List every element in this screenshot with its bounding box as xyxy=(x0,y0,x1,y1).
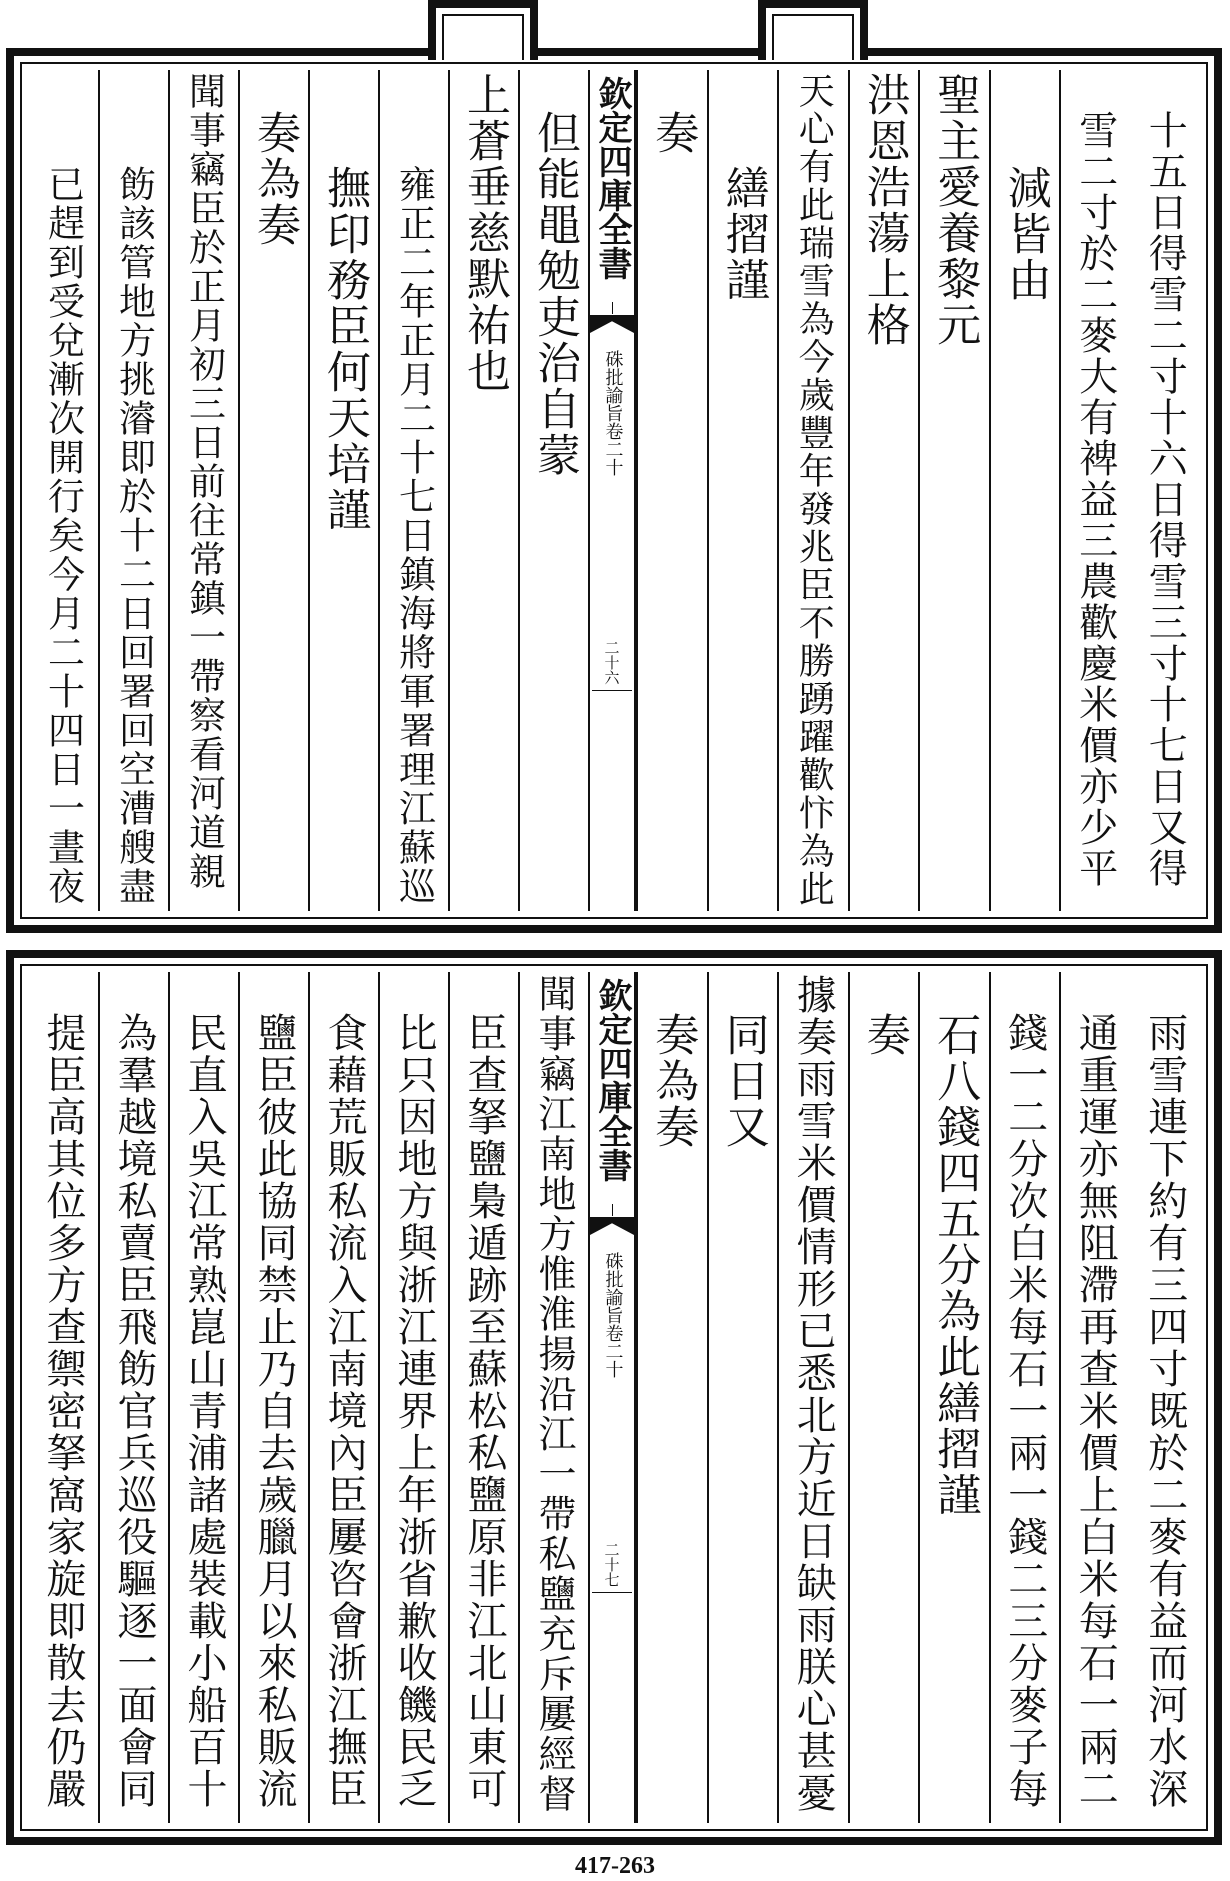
top-column-text: 上蒼垂慈默祐也 xyxy=(459,72,510,394)
top-column-text: 雍正二年正月二十七日鎮海將軍署理江蘇巡 xyxy=(392,165,436,906)
page-number-footer: 417-263 xyxy=(575,1853,655,1879)
volume-title: 硃批諭旨卷二十 xyxy=(602,350,624,476)
bottom-column-text: 比只因地方與浙江連界上年浙省歉收饑民乏 xyxy=(391,1012,437,1810)
upper-tab-right xyxy=(758,0,868,60)
top-column-text: 飭該管地方挑濬即於十二日回署回空漕艘盡 xyxy=(112,165,156,906)
fold-line xyxy=(592,1592,632,1593)
bottom-column-4 xyxy=(918,972,989,1823)
upper-page-text-columns xyxy=(28,70,1200,911)
top-column-9 xyxy=(518,70,588,911)
bottom-column-text: 民直入吳江常熟崑山青浦諸處裝載小船百十 xyxy=(181,1012,227,1810)
top-column-5 xyxy=(848,70,919,911)
bottom-column-text: 食藉荒販私流入江南境內臣屢咨會浙江撫臣 xyxy=(321,1012,367,1810)
bottom-column-text: 通重運亦無阻滯再查米價上白米每石一兩二 xyxy=(1072,1012,1119,1810)
top-column-text: 減皆由 xyxy=(999,165,1051,303)
upper-page-frame xyxy=(6,48,1222,933)
lower-page-frame xyxy=(6,950,1222,1845)
fold-line xyxy=(612,302,613,314)
bottom-column-text: 雨雪連下約有三四寸既於二麥有益而河水深 xyxy=(1141,1012,1188,1810)
bottom-column-14 xyxy=(168,972,238,1823)
top-column-16 xyxy=(28,70,98,911)
top-column-text: 奏為奏 xyxy=(249,110,300,248)
bottom-column-1 xyxy=(1130,972,1201,1823)
top-column-10 xyxy=(448,70,518,911)
bottom-column-16 xyxy=(28,972,98,1823)
top-column-text: 撫印務臣何天培謹 xyxy=(319,165,370,533)
fold-line xyxy=(612,1204,613,1216)
bottom-column-text: 臣查拏鹽梟遁跡至蘇松私鹽原非江北山東可 xyxy=(461,1012,507,1810)
bottom-column-2 xyxy=(1059,972,1130,1823)
top-column-7 xyxy=(707,70,778,911)
bottom-column-10 xyxy=(448,972,518,1823)
bottom-column-text: 為羣越境私賣臣飛飭官兵巡役驅逐一面會同 xyxy=(111,1012,157,1810)
bottom-center-fold xyxy=(588,972,636,1823)
bottom-column-text: 同日又 xyxy=(717,1012,769,1150)
top-column-text: 已趕到受兌漸次開行矣今月二十四日一晝夜 xyxy=(41,165,85,906)
top-column-3 xyxy=(989,70,1060,911)
top-column-13 xyxy=(238,70,308,911)
bottom-column-13 xyxy=(238,972,308,1823)
bottom-column-9 xyxy=(518,972,588,1823)
leaf-number: 二十七 xyxy=(602,1542,621,1587)
bottom-column-15 xyxy=(98,972,168,1823)
bottom-column-11 xyxy=(378,972,448,1823)
bottom-column-text: 奏為奏 xyxy=(647,1012,699,1150)
lower-page-text-columns xyxy=(28,972,1200,1823)
top-column-text: 奏 xyxy=(647,110,699,156)
bottom-column-3 xyxy=(989,972,1060,1823)
fishtail-mark xyxy=(590,315,634,333)
top-column-8 xyxy=(636,70,707,911)
top-column-text: 聖主愛養黎元 xyxy=(929,72,981,348)
volume-title: 硃批諭旨卷二十 xyxy=(602,1252,624,1378)
top-column-1 xyxy=(1130,70,1201,911)
top-column-text: 但能黽勉吏治自蒙 xyxy=(529,110,580,478)
leaf-number: 二十六 xyxy=(602,640,621,685)
top-column-11 xyxy=(378,70,448,911)
top-column-4 xyxy=(918,70,989,911)
top-column-15 xyxy=(98,70,168,911)
bottom-column-text: 錢一二分次白米每石一兩一錢二三分麥子每 xyxy=(1001,1012,1048,1810)
fishtail-mark xyxy=(590,1217,634,1235)
bottom-column-7 xyxy=(707,972,778,1823)
bottom-column-12 xyxy=(308,972,378,1823)
bottom-column-text: 奏 xyxy=(858,1012,910,1058)
book-title: 欽定四庫全書 xyxy=(592,978,632,1182)
bottom-column-text: 據奏雨雪米價情形已悉北方近日缺雨朕心甚憂 xyxy=(790,974,837,1814)
book-title: 欽定四庫全書 xyxy=(592,76,632,280)
top-column-text: 繕摺謹 xyxy=(717,165,769,303)
top-column-12 xyxy=(308,70,378,911)
bottom-column-5 xyxy=(848,972,919,1823)
top-column-text: 天心有此瑞雪為今歲豐年發兆臣不勝踴躍歡忭為此 xyxy=(793,72,835,908)
bottom-column-text: 石八錢四五分為此繕摺謹 xyxy=(929,1012,981,1518)
bottom-column-6 xyxy=(777,972,848,1823)
top-column-2 xyxy=(1059,70,1130,911)
fold-line xyxy=(592,690,632,691)
top-column-text: 十五日得雪二寸十六日得雪三寸十七日又得 xyxy=(1142,110,1188,889)
top-column-text: 雪二寸於二麥大有裨益三農歡慶米價亦少平 xyxy=(1072,110,1118,889)
bottom-column-text: 提臣高其位多方查禦密拏窩家旋即散去仍嚴 xyxy=(40,1012,86,1810)
bottom-column-text: 鹽臣彼此協同禁止乃自去歲臘月以來私販流 xyxy=(251,1012,297,1810)
top-column-14 xyxy=(168,70,238,911)
bottom-column-8 xyxy=(636,972,707,1823)
top-column-text: 洪恩浩蕩上格 xyxy=(858,72,910,348)
upper-tab-left xyxy=(428,0,538,60)
top-column-text: 聞事竊臣於正月初三日前往常鎮一帶察看河道親 xyxy=(182,72,226,891)
top-center-fold xyxy=(588,70,636,911)
bottom-column-text: 聞事竊江南地方惟淮揚沿江一帶私鹽充斥屢經督 xyxy=(532,974,576,1814)
top-column-6 xyxy=(777,70,848,911)
